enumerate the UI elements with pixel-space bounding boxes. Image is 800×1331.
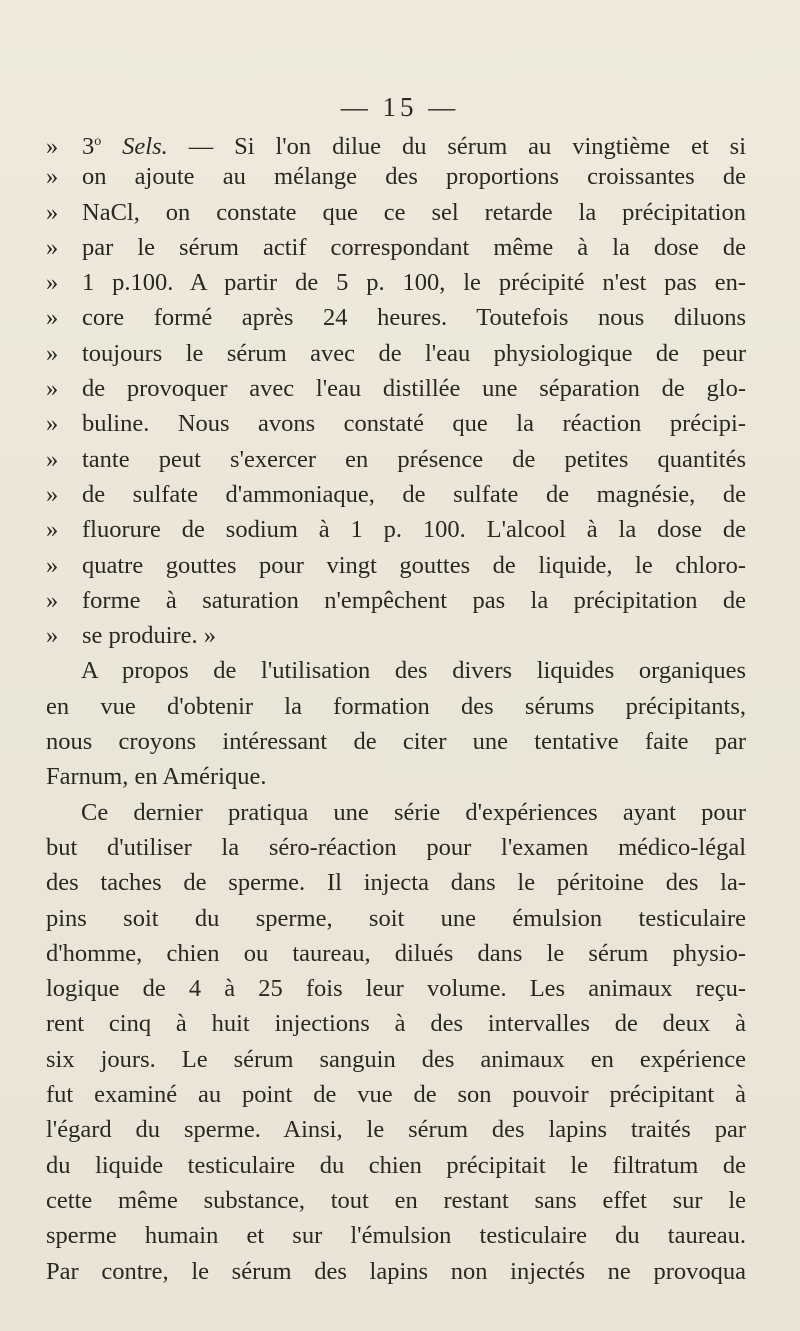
quote-mark: » — [46, 551, 59, 579]
quote-line-text: forme à saturation n'empêchent pas la précipitation de — [82, 586, 746, 614]
quote-mark: » — [46, 233, 59, 261]
paragraph-line-text: Ce dernier pratiqua une série d'expériences ayant pour — [81, 798, 746, 826]
quote-line — [46, 300, 746, 335]
quote-line — [46, 618, 746, 653]
quote-line-text: de sulfate d'ammoniaque, de sulfate de magnésie, de — [82, 480, 746, 508]
quote-line-text: se produire. » — [82, 622, 217, 650]
quote-line — [46, 159, 746, 194]
quote-line — [46, 265, 746, 300]
quote-line-text: par le sérum actif correspondant même à la dose de — [82, 233, 746, 261]
quote-mark: » — [46, 622, 59, 650]
quote-line-text: de provoquer avec l'eau distillée une séparation de glo- — [82, 375, 746, 403]
quote-line — [46, 406, 746, 441]
quote-line — [46, 512, 746, 547]
paragraph-line — [46, 795, 746, 830]
paragraph-line: Farnum, en Amérique. — [46, 763, 267, 791]
paragraph-line: en vue d'obtenir la formation des sérums précipitants, — [46, 692, 746, 720]
quote-line-text: 1 p.100. A partir de 5 p. 100, le précipité n'est pas en- — [82, 269, 746, 297]
quote-line — [46, 230, 746, 265]
quote-line-text: tante peut s'exercer en présence de petites quantités — [82, 445, 746, 473]
quote-mark: » — [46, 133, 59, 161]
quote-mark: » — [46, 269, 59, 297]
quote-line — [46, 442, 746, 477]
page-number-header: — 15 — — [340, 92, 460, 122]
paragraph-line: but d'utiliser la séro-réaction pour l'examen médico-légal — [46, 833, 746, 861]
quote-mark: » — [46, 375, 59, 403]
quote-mark: » — [46, 516, 59, 544]
paragraph-line: Par contre, le sérum des lapins non injectés ne provoqua — [46, 1257, 746, 1285]
quote-line-text: buline. Nous avons constaté que la réaction précipi- — [82, 410, 746, 438]
paragraph-line: fut examiné au point de vue de son pouvoir précipitant à — [46, 1081, 746, 1109]
paragraph-line: sperme humain et sur l'émulsion testiculaire du taureau. — [46, 1222, 746, 1250]
quote-line — [46, 477, 746, 512]
quote-mark: » — [46, 163, 59, 191]
quote-line — [46, 195, 746, 230]
section-number: 3 — [82, 133, 95, 161]
quote-line-text: NaCl, on constate que ce sel retarde la précipitation — [82, 198, 746, 226]
paragraph-line: six jours. Le sérum sanguin des animaux en expérience — [46, 1045, 746, 1073]
quote-line-text: toujours le sérum avec de l'eau physiologique de peur — [82, 339, 746, 367]
page-text — [46, 124, 746, 1289]
paragraph-line — [46, 653, 746, 688]
quote-mark: » — [46, 198, 59, 226]
quote-line — [46, 336, 746, 371]
quote-mark: » — [46, 445, 59, 473]
quote-mark: » — [46, 586, 59, 614]
paragraph-line: du liquide testiculaire du chien précipitait le filtratum de — [46, 1151, 746, 1179]
quote-mark: » — [46, 339, 59, 367]
quote-line — [46, 371, 746, 406]
quote-mark: » — [46, 410, 59, 438]
paragraph-line: d'homme, chien ou taureau, dilués dans le sérum physio- — [46, 939, 746, 967]
paragraph-line: logique de 4 à 25 fois leur volume. Les animaux reçu- — [46, 975, 746, 1003]
quote-line-text: core formé après 24 heures. Toutefois nous diluons — [82, 304, 746, 332]
quote-mark: » — [46, 304, 59, 332]
paragraph-line: nous croyons intéressant de citer une tentative faite par — [46, 728, 746, 756]
quote-line — [46, 124, 746, 159]
paragraph-line-text: A propos de l'utilisation des divers liquides organiques — [81, 657, 746, 685]
ordinal-mark: o — [94, 134, 102, 149]
paragraph-line: cette même substance, tout en restant sans effet sur le — [46, 1186, 746, 1214]
quote-mark: » — [46, 480, 59, 508]
quote-line-text: — Si l'on dilue du sérum au vingtième et si — [188, 133, 747, 161]
quote-line — [46, 583, 746, 618]
quote-line-text: fluorure de sodium à 1 p. 100. L'alcool à la dose de — [82, 516, 746, 544]
paragraph-line: des taches de sperme. Il injecta dans le péritoine des la- — [46, 869, 746, 897]
quote-line — [46, 548, 746, 583]
section-title: Sels. — [122, 133, 168, 161]
quote-line-text: quatre gouttes pour vingt gouttes de liquide, le chloro- — [82, 551, 746, 579]
paragraph-line: l'égard du sperme. Ainsi, le sérum des lapins traités par — [46, 1116, 746, 1144]
paragraph-line: rent cinq à huit injections à des intervalles de deux à — [46, 1010, 746, 1038]
quote-line-text: on ajoute au mélange des proportions croissantes de — [82, 163, 746, 191]
paragraph-line: pins soit du sperme, soit une émulsion testiculaire — [46, 904, 746, 932]
